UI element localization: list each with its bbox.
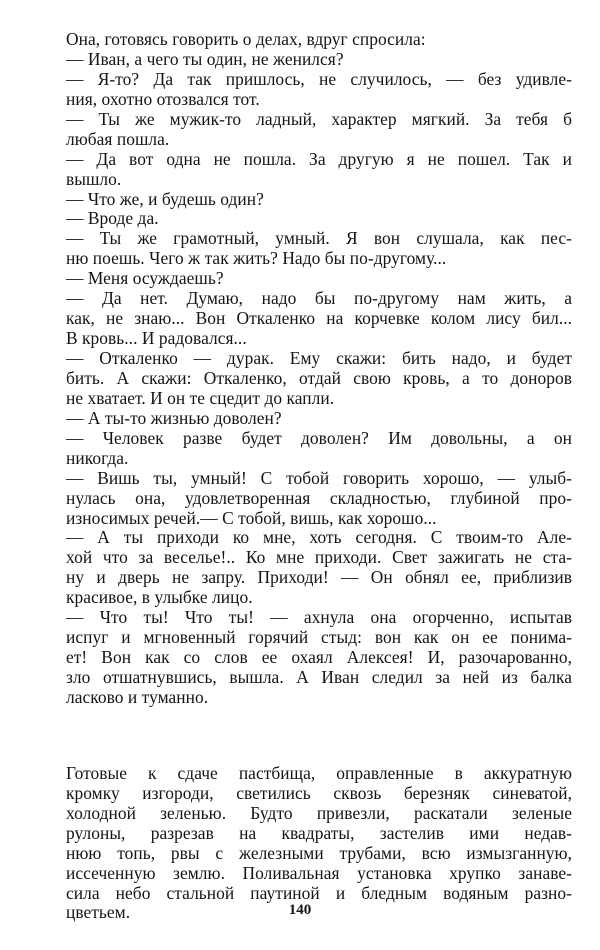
text-line: — Иван, а чего ты один, не женился? <box>66 48 344 69</box>
text-line: ет! Вон как со слов ее охаял Алексея! И, разочарованно, <box>66 647 572 668</box>
text-line: холодной зеленью. Будто привезли, раскатали зеленые <box>66 802 572 823</box>
text-line: рулоны, разрезав на квадраты, застелив ими недав- <box>66 822 572 843</box>
text-line: хой что за веселье!.. Ко мне приходи. Свет зажигать не ста- <box>66 547 572 568</box>
text-line: В кровь... И радовался... <box>66 328 247 349</box>
page-text <box>66 30 572 923</box>
text-line: ню поешь. Чего ж так жить? Надо бы по-другому... <box>66 248 447 269</box>
text-line: — Да вот одна не пошла. За другую я не пошел. Так и <box>66 148 572 169</box>
text-line: нюю топь, рвы с железными трубами, всю измызганную, <box>66 842 572 863</box>
text-line: — Меня осуждаешь? <box>66 268 224 289</box>
text-line: — А ты приходи ко мне, хоть сегодня. С твоим-то Але- <box>66 527 572 548</box>
text-line: вышло. <box>66 168 122 189</box>
text-line: — Что же, и будешь один? <box>66 188 264 209</box>
text-line: любая пошла. <box>66 128 170 149</box>
text-line: — Что ты! Что ты! — ахнула она огорченно, испытав <box>66 607 572 628</box>
dialogue-section <box>66 30 572 708</box>
text-line: — Ты же грамотный, умный. Я вон слушала, как пес- <box>66 228 572 249</box>
text-line: красивое, в улыбке лицо. <box>66 587 253 608</box>
text-line: — Человек разве будет доволен? Им довольны, а он <box>66 427 572 448</box>
text-line: — Я-то? Да так пришлось, не случилось, — без удивле- <box>66 68 572 89</box>
text-line: — Вишь ты, умный! С тобой говорить хорошо, — улыб- <box>66 467 572 488</box>
text-line: не хватает. И он те сцедит до капли. <box>66 387 335 408</box>
text-line: износимых речей.— С тобой, вишь, как хорошо... <box>66 507 437 528</box>
text-line: цветьем. <box>66 902 131 923</box>
text-line: иссеченную землю. Поливальная установка хрупко занаве- <box>66 862 572 883</box>
text-line: нулась она, удовлетворенная складностью, глубиной про- <box>66 487 572 508</box>
text-line: — Ты же мужик-то ладный, характер мягкий. За тебя б <box>66 108 572 129</box>
text-line: зло отшатнувшись, вышла. А Иван следил за ней из балка <box>66 667 572 687</box>
text-line: — Да нет. Думаю, надо бы по-другому нам жить, а <box>66 288 572 309</box>
page-number: 140 <box>288 902 312 918</box>
text-line: ласково и туманно. <box>66 686 209 707</box>
text-line: сила небо стальной паутиной и бледным водяным разно- <box>66 882 572 903</box>
text-line: никогда. <box>66 447 129 468</box>
text-line: ну и дверь не запру. Приходи! — Он обнял ее, приблизив <box>66 567 572 588</box>
text-line: — А ты-то жизнью доволен? <box>66 407 282 428</box>
text-line: Готовые к сдаче пастбища, оправленные в аккуратную <box>66 762 572 783</box>
text-line: испуг и мгновенный горячий стыд: вон как он ее понима- <box>66 627 572 648</box>
text-line: как, не знаю... Вон Откаленко на корчевке колом лису бил... <box>66 308 572 329</box>
text-line: ния, охотно отозвался тот. <box>66 88 260 109</box>
text-line: кромку изгороди, светились сквозь березняк синеватой, <box>66 782 572 803</box>
text-line: Она, готовясь говорить о делах, вдруг спросила: <box>66 29 426 49</box>
text-line: бить. А скажи: Откаленко, отдай свою кровь, а то доноров <box>66 367 572 388</box>
text-line: — Откаленко — дурак. Ему скажи: бить надо, и будет <box>66 348 572 368</box>
text-line: — Вроде да. <box>66 208 159 229</box>
pasture-paragraph <box>66 764 572 924</box>
section-break <box>66 708 572 764</box>
